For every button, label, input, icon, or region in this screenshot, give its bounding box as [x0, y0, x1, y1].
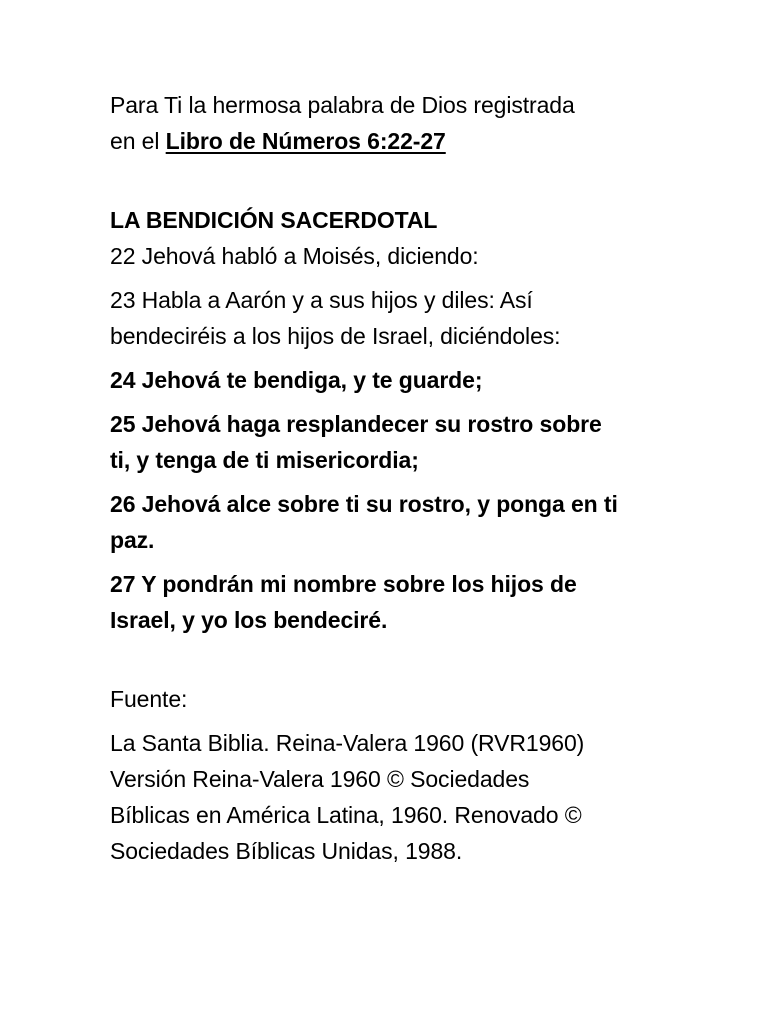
verse-27: [110, 566, 670, 638]
intro-line-2-prefix: en el: [110, 128, 166, 154]
verse-line: bendeciréis a los hijos de Israel, diciéndoles:: [110, 323, 561, 349]
verse-25: [110, 406, 670, 478]
verse-26: [110, 486, 670, 558]
verse-line: 26 Jehová alce sobre ti su rostro, y ponga en ti: [110, 491, 618, 517]
verse-line: ti, y tenga de ti misericordia;: [110, 447, 419, 473]
intro-line-1: Para Ti la hermosa palabra de Dios registrada: [110, 92, 575, 118]
section-title: LA BENDICIÓN SACERDOTAL: [110, 207, 438, 233]
document-page: [110, 87, 670, 869]
verse-23: [110, 282, 670, 354]
citation-line: Versión Reina-Valera 1960 © Sociedades: [110, 766, 530, 792]
verse-line: 23 Habla a Aarón y a sus hijos y diles: Así: [110, 287, 533, 313]
source-citation: [110, 725, 670, 869]
verse-24: [110, 362, 670, 398]
verse-line: 24 Jehová te bendiga, y te guarde;: [110, 367, 483, 393]
source-label: Fuente:: [110, 686, 188, 712]
citation-line: Bíblicas en América Latina, 1960. Renovado ©: [110, 802, 582, 828]
verse-line: 25 Jehová haga resplandecer su rostro sobre: [110, 411, 602, 437]
verse-line: Israel, y yo los bendeciré.: [110, 607, 388, 633]
citation-line: La Santa Biblia. Reina-Valera 1960 (RVR1960): [110, 730, 585, 756]
verse-line: paz.: [110, 527, 155, 553]
verse-line: 22 Jehová habló a Moisés, diciendo:: [110, 243, 479, 269]
verse-line: 27 Y pondrán mi nombre sobre los hijos de: [110, 571, 577, 597]
intro-paragraph: [110, 87, 670, 159]
verse-22: [110, 238, 670, 274]
scripture-reference: Libro de Números 6:22-27: [165, 128, 446, 154]
citation-line: Sociedades Bíblicas Unidas, 1988.: [110, 838, 463, 864]
